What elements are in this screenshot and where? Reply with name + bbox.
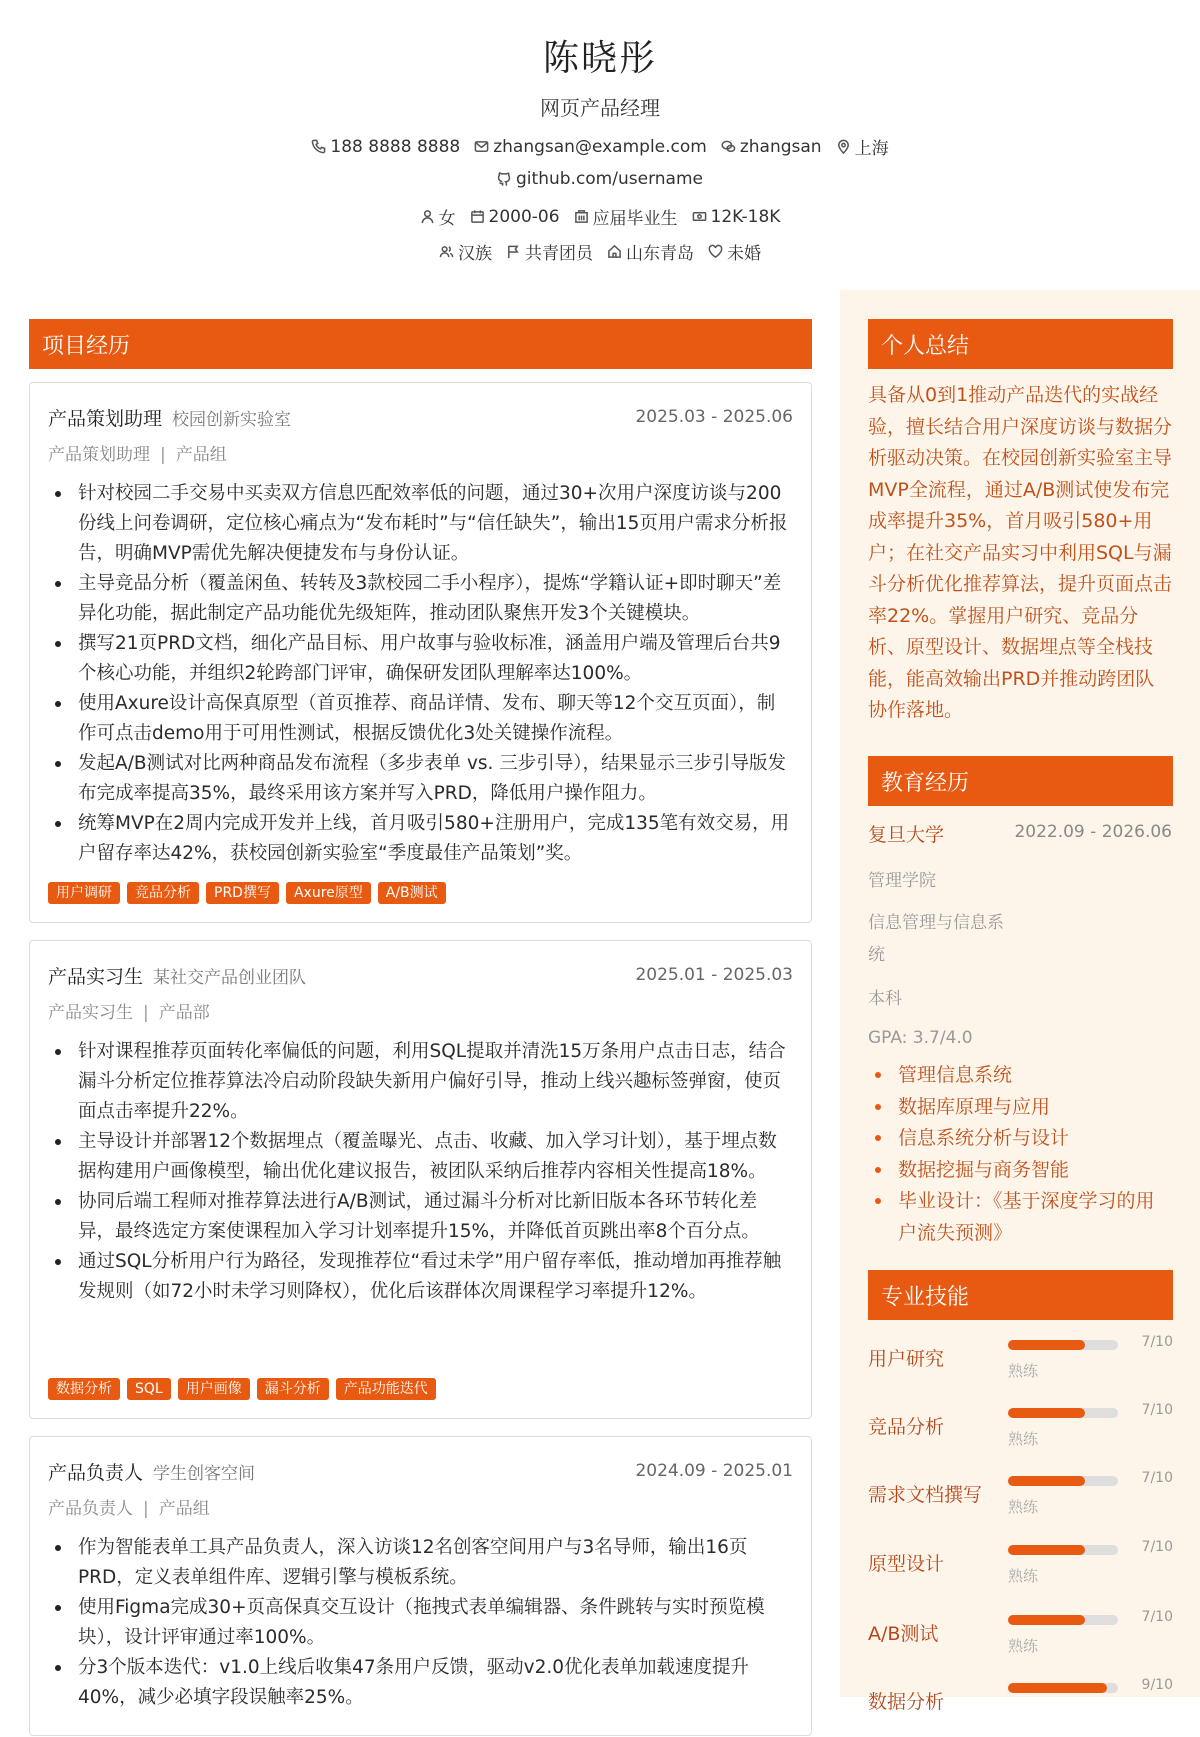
summary-text: 具备从0到1推动产品迭代的实战经验，擅长结合用户深度访谈与数据分析驱动决策。在校园创新实验室主导MVP全流程，通过A/B测试使发布完成率提升35%，首月吸引580+用户；在社交产品实习中利用SQL与漏斗分析优化推荐算法，提升页面点击率22%。掌握用户研究、竞品分析、原型设计、数据埋点等全栈技能，能高效输出PRD并推动跨团队协作落地。	[868, 384, 1173, 721]
edu-degree: 本科	[868, 989, 902, 1009]
ethnicity-item	[439, 239, 492, 264]
project-org: 校园创新实验室	[172, 410, 292, 430]
skill-tag: A/B测试	[378, 882, 446, 904]
bullet-item: 针对课程推荐页面转化率偏低的问题，利用SQL提取并清洗15万条用户点击日志，结合漏斗分析定位推荐算法冷启动阶段缺失新用户偏好引导，推动上线兴趣标签弹窗，使页面点击率提升22%。	[48, 1037, 793, 1127]
skill-row	[868, 1609, 1173, 1669]
course-item: 信息系统分析与设计	[868, 1123, 1173, 1155]
skill-tag: 竞品分析	[127, 882, 199, 904]
project-subtitle: 产品策划助理 | 产品组	[48, 445, 227, 465]
skill-tag: 产品功能迭代	[336, 1378, 436, 1400]
skill-row	[868, 1334, 1173, 1394]
bullet-item: 统筹MVP在2周内完成开发并上线，首月吸引580+注册用户，完成135笔有效交易，用户留存率达42%，获校园创新实验室“季度最佳产品策划”奖。	[48, 809, 793, 869]
building-icon	[574, 209, 589, 224]
skill-level: 熟练	[1008, 1637, 1039, 1655]
project-bullets	[48, 1037, 793, 1307]
skill-tag: 漏斗分析	[257, 1378, 329, 1400]
hometown-item	[607, 239, 694, 264]
project-dept: 产品组	[175, 445, 227, 465]
salary-text: 12K-18K	[710, 206, 781, 227]
skill-score: 9/10	[1141, 1677, 1173, 1693]
skill-name: 原型设计	[868, 1553, 945, 1575]
heart-icon	[708, 244, 723, 259]
project-tags	[48, 882, 453, 904]
bullet-item: 使用Figma完成30+页高保真交互设计（拖拽式表单编辑器、条件跳转与实时预览模块），设计评审通过率100%。	[48, 1593, 793, 1653]
github-row	[0, 169, 1200, 189]
course-list	[868, 1060, 1173, 1249]
project-heading	[48, 1458, 793, 1484]
bullet-item: 作为智能表单工具产品负责人，深入访谈12名创客空间用户与3名导师，输出16页PRD，定义表单组件库、逻辑引擎与模板系统。	[48, 1533, 793, 1593]
course-item: 毕业设计：《基于深度学习的用户流失预测》	[868, 1186, 1173, 1249]
edu-date: 2022.09 - 2026.06	[1014, 822, 1172, 842]
project-date: 2025.03 - 2025.06	[635, 407, 793, 427]
edu-major-cont: 统	[868, 945, 885, 965]
project-subtitle: 产品负责人 | 产品组	[48, 1499, 210, 1519]
skill-score: 7/10	[1141, 1539, 1173, 1555]
hometown-text: 山东青岛	[626, 244, 694, 264]
bullet-item: 撰写21页PRD文档，细化产品目标、用户故事与验收标准，涵盖用户端及管理后台共9个核心功能，并组织2轮跨部门评审，确保研发团队理解率达100%。	[48, 629, 793, 689]
gender-item	[420, 204, 456, 229]
wechat-text: zhangsan	[739, 136, 822, 157]
birth-text: 2000-06	[488, 206, 560, 227]
wechat-item	[721, 137, 822, 157]
project-role: 产品实习生	[48, 966, 144, 988]
home-icon	[607, 244, 622, 259]
bullet-item: 分3个版本迭代：v1.0上线后收集47条用户反馈，驱动v2.0优化表单加载速度提升40%，减少必填字段误触率25%。	[48, 1653, 793, 1713]
candidate-name: 陈晓彤	[542, 38, 657, 79]
mail-icon	[474, 139, 489, 154]
skill-score: 7/10	[1141, 1402, 1173, 1418]
edu-school: 复旦大学	[868, 824, 945, 846]
project-card	[29, 1436, 812, 1736]
phone-text: 188 8888 8888	[330, 136, 461, 157]
project-org: 学生创客空间	[153, 1464, 256, 1484]
email-text[interactable]: zhangsan@example.com	[493, 136, 707, 157]
project-date: 2025.01 - 2025.03	[635, 965, 793, 985]
skill-name: 竞品分析	[868, 1416, 945, 1438]
project-role: 产品策划助理	[48, 408, 163, 430]
skill-tag: 数据分析	[48, 1378, 120, 1400]
skill-row	[868, 1470, 1173, 1530]
bullet-item: 通过SQL分析用户行为路径，发现推荐位“看过未学”用户留存率低，推动增加再推荐触发规则（如72小时未学习则降权），优化后该群体次周课程学习率提升12%。	[48, 1247, 793, 1307]
project-card	[29, 382, 812, 923]
skill-name: A/B测试	[868, 1623, 939, 1645]
bullet-item: 使用Axure设计高保真原型（首页推荐、商品详情、发布、聊天等12个交互页面），制作可点击demo用于可用性测试，根据反馈优化3处关键操作流程。	[48, 689, 793, 749]
skill-row	[868, 1402, 1173, 1462]
course-item: 数据挖掘与商务智能	[868, 1155, 1173, 1187]
skill-level: 熟练	[1008, 1362, 1039, 1380]
project-dept: 产品组	[158, 1499, 210, 1519]
ethnicity-text: 汉族	[458, 244, 492, 264]
skill-name: 需求文档撰写	[868, 1484, 983, 1506]
skill-bar	[1008, 1408, 1118, 1418]
section-title-skills: 专业技能	[868, 1270, 1173, 1320]
project-role: 产品负责人	[48, 1462, 144, 1484]
skill-tag: Axure原型	[286, 882, 371, 904]
bullet-item: 针对校园二手交易中买卖双方信息匹配效率低的问题，通过30+次用户深度访谈与200份线上问卷调研，定位核心痛点为“发布耗时”与“信任缺失”，输出15页用户需求分析报告，明确MVP需优先解决便捷发布与身份认证。	[48, 479, 793, 569]
github-icon	[497, 172, 512, 187]
project-bullets	[48, 479, 793, 869]
city-text: 上海	[854, 139, 889, 159]
skill-bar	[1008, 1615, 1118, 1625]
project-subtitle: 产品实习生 | 产品部	[48, 1003, 210, 1023]
skill-row	[868, 1677, 1173, 1737]
personal-info-row	[0, 239, 1200, 264]
birth-item	[470, 207, 560, 227]
project-org: 某社交产品创业团队	[153, 968, 307, 988]
status-text: 应届毕业生	[592, 209, 678, 229]
edu-gpa: GPA: 3.7/4.0	[868, 1028, 973, 1048]
skill-bar	[1008, 1476, 1118, 1486]
skill-bar-fill	[1008, 1408, 1085, 1418]
project-position: 产品负责人	[48, 1499, 133, 1519]
skill-tag: SQL	[127, 1378, 171, 1400]
marital-text: 未婚	[727, 244, 761, 264]
location-item	[836, 134, 889, 159]
wechat-icon	[721, 139, 736, 154]
skill-tag: PRD撰写	[206, 882, 279, 904]
political-text: 共青团员	[525, 244, 593, 264]
skill-score: 7/10	[1141, 1334, 1173, 1350]
skill-tag: 用户调研	[48, 882, 120, 904]
status-item	[574, 204, 678, 229]
group-icon	[439, 244, 454, 259]
edu-major: 信息管理与信息系	[868, 913, 1004, 933]
phone-icon	[311, 139, 326, 154]
skill-bar	[1008, 1683, 1118, 1693]
skill-bar	[1008, 1545, 1118, 1555]
skill-bar-fill	[1008, 1545, 1085, 1555]
project-heading	[48, 962, 793, 988]
section-title-education: 教育经历	[868, 756, 1173, 806]
skill-score: 7/10	[1141, 1609, 1173, 1625]
course-item: 数据库原理与应用	[868, 1092, 1173, 1124]
person-icon	[420, 209, 435, 224]
resume-header	[0, 0, 1200, 290]
project-bullets	[48, 1533, 793, 1713]
skill-tag: 用户画像	[178, 1378, 250, 1400]
section-title-summary: 个人总结	[868, 319, 1173, 369]
skill-level: 熟练	[1008, 1430, 1039, 1448]
course-item: 管理信息系统	[868, 1060, 1173, 1092]
project-position: 产品策划助理	[48, 445, 150, 465]
money-icon	[692, 209, 707, 224]
project-dept: 产品部	[158, 1003, 210, 1023]
bullet-item: 协同后端工程师对推荐算法进行A/B测试，通过漏斗分析对比新旧版本各环节转化差异，最终选定方案使课程加入学习计划率提升15%，并降低首页跳出率8个百分点。	[48, 1187, 793, 1247]
skill-row	[868, 1539, 1173, 1599]
skill-score: 7/10	[1141, 1470, 1173, 1486]
github-text[interactable]: github.com/username	[516, 169, 703, 189]
section-title-projects: 项目经历	[29, 319, 812, 369]
project-position: 产品实习生	[48, 1003, 133, 1023]
gender-text: 女	[438, 209, 456, 229]
github-item[interactable]	[497, 169, 703, 189]
marital-item	[708, 239, 761, 264]
calendar-icon	[470, 209, 485, 224]
skill-bar-fill	[1008, 1476, 1085, 1486]
location-icon	[836, 139, 851, 154]
skill-level: 熟练	[1008, 1498, 1039, 1516]
skill-bar	[1008, 1340, 1118, 1350]
skill-level: 熟练	[1008, 1567, 1039, 1585]
phone-item	[311, 137, 460, 157]
contact-row	[0, 134, 1200, 159]
skill-bar-fill	[1008, 1340, 1085, 1350]
political-item	[506, 239, 593, 264]
project-tags	[48, 1378, 443, 1400]
job-title: 网页产品经理	[540, 96, 660, 120]
skill-bar-fill	[1008, 1615, 1085, 1625]
email-item[interactable]	[474, 137, 707, 157]
skill-name: 数据分析	[868, 1691, 945, 1713]
skill-name: 用户研究	[868, 1348, 945, 1370]
bullet-item: 主导竞品分析（覆盖闲鱼、转转及3款校园二手小程序），提炼“学籍认证+即时聊天”差异化功能，据此制定产品功能优先级矩阵，推动团队聚焦开发3个关键模块。	[48, 569, 793, 629]
bullet-item: 主导设计并部署12个数据埋点（覆盖曝光、点击、收藏、加入学习计划），基于埋点数据构建用户画像模型，输出优化建议报告，被团队采纳后推荐内容相关性提高18%。	[48, 1127, 793, 1187]
project-date: 2024.09 - 2025.01	[635, 1461, 793, 1481]
skill-bar-fill	[1008, 1683, 1107, 1693]
salary-item	[692, 207, 781, 227]
bullet-item: 发起A/B测试对比两种商品发布流程（多步表单 vs. 三步引导），结果显示三步引导版发布完成率提高35%，最终采用该方案并写入PRD，降低用户操作阻力。	[48, 749, 793, 809]
basic-info-row	[0, 204, 1200, 229]
flag-icon	[506, 244, 521, 259]
edu-college: 管理学院	[868, 871, 936, 891]
project-heading	[48, 404, 793, 430]
project-card	[29, 940, 812, 1419]
